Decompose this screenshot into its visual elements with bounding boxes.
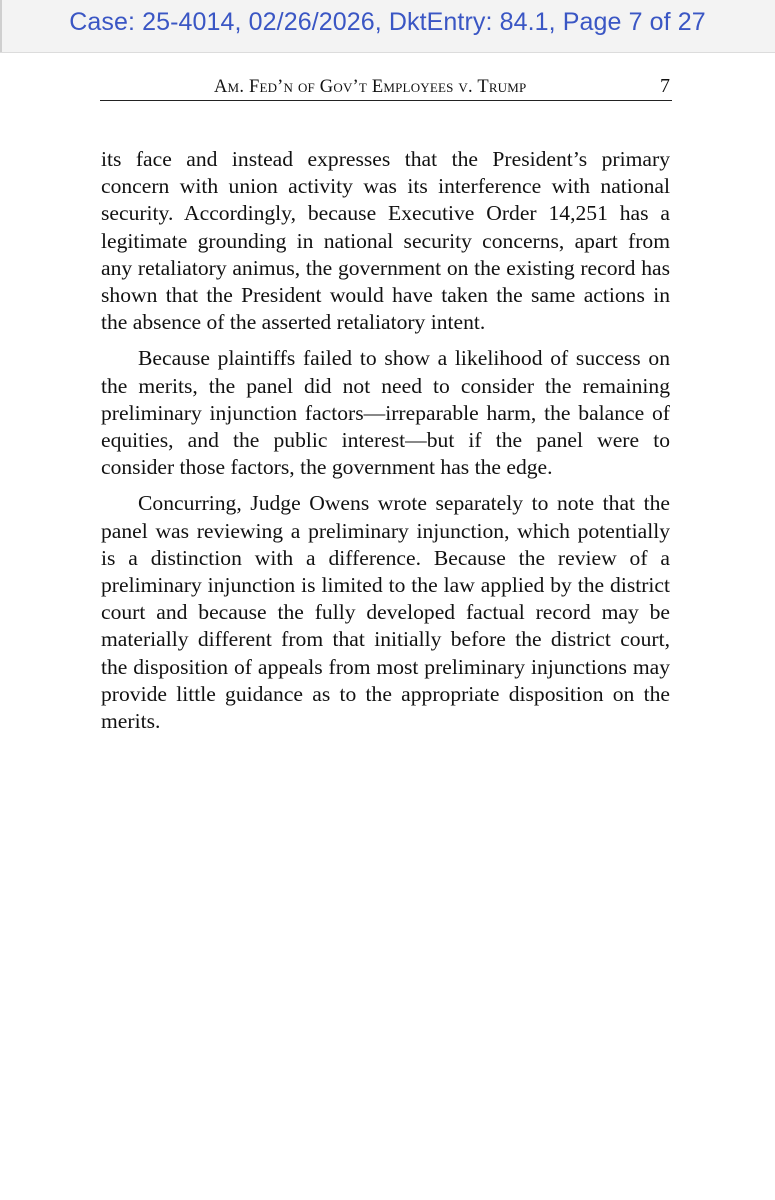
- paragraph-continuation: its face and instead expresses that the President’s primary concern with union activity was its interference with national security. Accordingly, because Executive Order 14,251 has a legitimate grounding in national security concerns, apart from any retaliatory animus, the government on the existing record has shown that the President would have taken the same actions in the absence of the asserted retaliatory intent.: [101, 147, 670, 335]
- header-rule: [100, 100, 672, 101]
- running-head: [100, 75, 672, 99]
- opinion-body: [101, 146, 670, 744]
- case-stamp: Case: 25-4014, 02/26/2026, DktEntry: 84.1, Page 7 of 27: [69, 8, 706, 36]
- paragraph-concurrence: Concurring, Judge Owens wrote separately to note that the panel was reviewing a preliminary injunction, which potentially is a distinction with a difference. Because the review of a preliminary injunction is limited to the law applied by the district court and because the fully developed factual record may be materially different from that initially before the district court, the disposition of appeals from most preliminary injunctions may provide little guidance as to the appropriate disposition on the merits.: [101, 491, 670, 734]
- paragraph-merits: Because plaintiffs failed to show a likelihood of success on the merits, the panel did not need to consider the remaining preliminary injunction factors—irreparable harm, the balance of equities, and the public interest—but if the panel were to consider those factors, the government has the edge.: [101, 346, 670, 480]
- page-number: 7: [660, 75, 670, 97]
- running-head-title: Am. Fed’n of Gov’t Employees v. Trump: [214, 77, 527, 97]
